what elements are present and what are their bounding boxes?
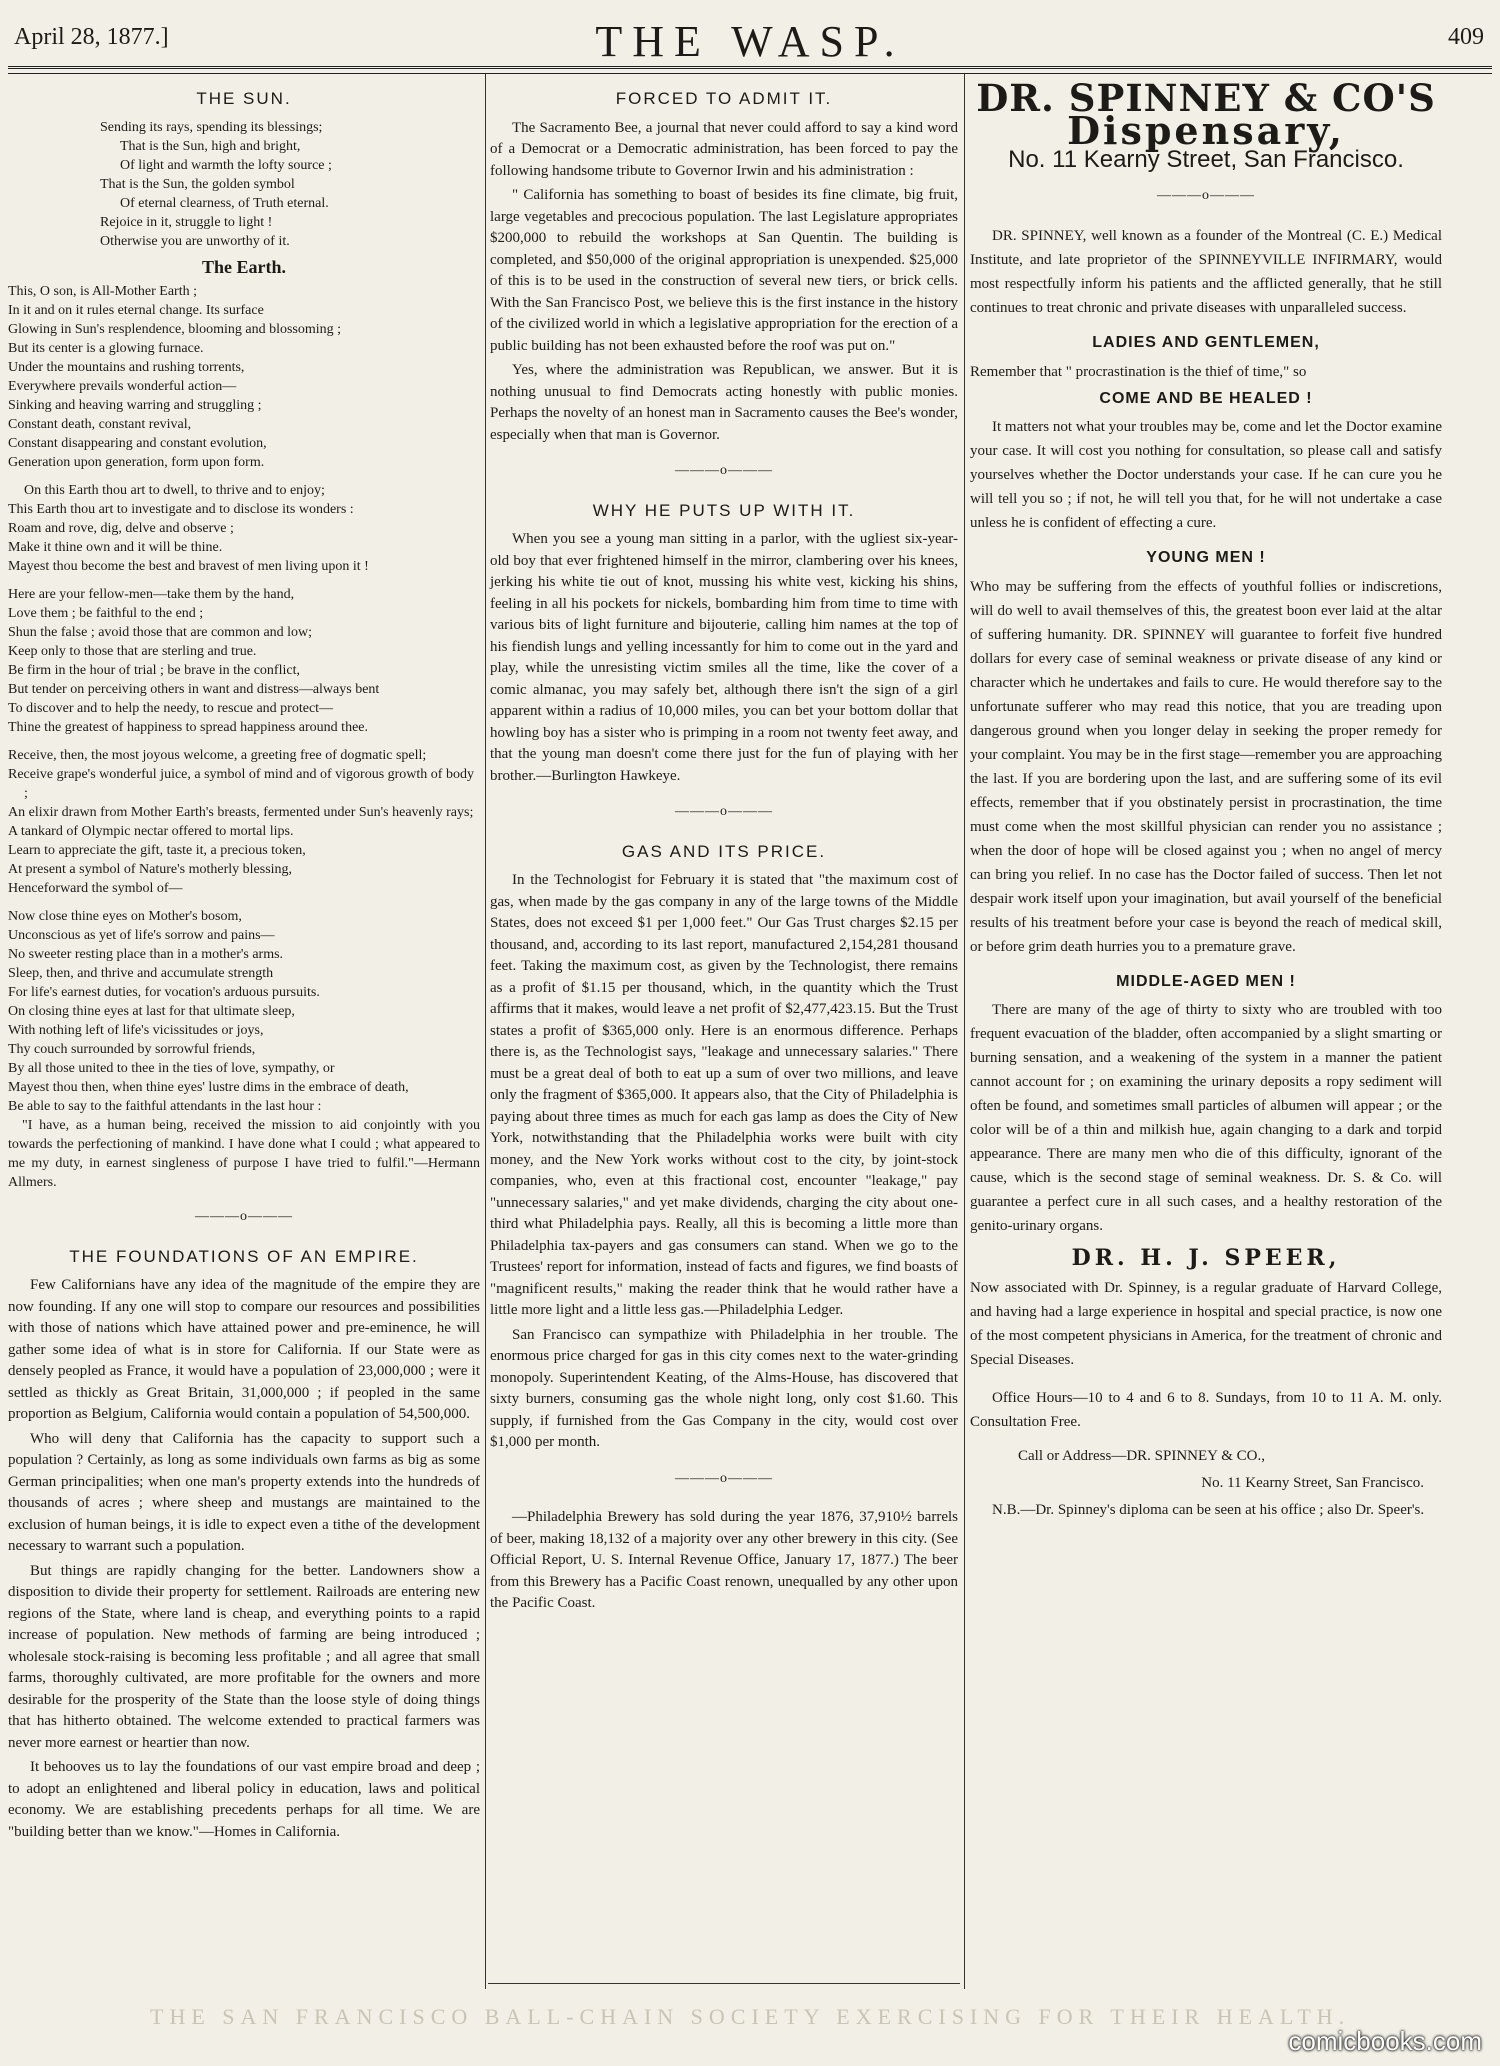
paragraph: It behooves us to lay the foundations of our vast empire broad and deep ; to adopt an enlightened and liberal policy in education, laws and political economy. We are establishing precedents perhaps for all time. We are "building better than we know."—Homes in California. [8, 1759, 480, 1840]
ad-heading-ladies: LADIES AND GENTLEMEN, [1092, 334, 1320, 351]
brewery-notice: —Philadelphia Brewery has sold during the year 1876, 37,910½ barrels of beer, making 18,132 of a majority over any other brewery in this city. (See Official Report, U. S. Internal Revenue Office, January 17, 1877.) The beer from this Brewery has a Pacific Coast renown, unequalled by any other upon the Pacific Coast. [490, 1509, 958, 1611]
poem-line: Under the mountains and rushing torrents, [8, 360, 245, 375]
separator: ———o——— [1157, 187, 1255, 203]
ad-heading-speer: DR. H. J. SPEER, [1071, 1245, 1341, 1271]
masthead-rule [8, 66, 1492, 74]
ad-subheadline: Dispensary, [1067, 107, 1345, 153]
ad-heading-come: COME AND BE HEALED ! [1099, 389, 1313, 407]
poem-line: An elixir drawn from Mother Earth's breasts, fermented under Sun's heavenly rays; [8, 805, 474, 820]
article-title-empire: THE FOUNDATIONS OF AN EMPIRE. [69, 1246, 419, 1266]
ad-heading-young: YOUNG MEN ! [1146, 549, 1266, 566]
paragraph: But things are rapidly changing for the better. Landowners show a disposition to divide their property for settlement. Railroads are entering new regions of the State, where land is cheap, and everything points to a rapid increase of population. New methods of farming are being introduced ; wholesale stock-raising is becoming less profitable ; and all agree that small farms, thoroughly cultivated, are more profitable for the owners and more desirable for the prosperity of the State than the loose style of doing things that has hitherto obtained. The welcome extended to practical farmers was never more earnest or heartier than now. [8, 1562, 480, 1751]
separator: ———o——— [675, 1470, 773, 1486]
poem-line: Now close thine eyes on Mother's bosom, [8, 909, 242, 924]
poem-line: That is the Sun, high and bright, [120, 138, 301, 154]
poem-line: Generation upon generation, form upon form. [8, 455, 265, 470]
poem-line: Rejoice in it, struggle to light ! [100, 214, 273, 230]
poem-line: Glowing in Sun's resplendence, blooming and blossoming ; [8, 322, 342, 337]
ad-intro: DR. SPINNEY, well known as a founder of the Montreal (C. E.) Medical Institute, and late proprietor of the SPINNEYVILLE INFIRMARY, would most respectfully inform his patients and the afflicted generally, that he still continues to treat chronic and private diseases with unparalleled success. [970, 228, 1442, 316]
poem-line: By all those united to thee in the ties of love, sympathy, or [8, 1061, 335, 1076]
poem-line: Receive, then, the most joyous welcome, a greeting free of dogmatic spell; [8, 748, 427, 763]
stanza [8, 746, 480, 898]
ad-heading-middle: MIDDLE-AGED MEN ! [1116, 972, 1296, 990]
poem-earth [8, 282, 480, 1192]
section-title-earth: The Earth. [201, 256, 286, 277]
paragraph: In the Technologist for February it is stated that "the maximum cost of gas, when made by the gas company in any of the large towns of the Middle States, does not exceed $1 per 1,000 feet." Our Gas Trust charges $2.15 per thousand, and, according to its last report, manufactured 2,154,281 thousand feet. Taking the maximum cost, as given by the Technologist, there remains as a profit of $1.15 per thousand, which, in the quantity which the Trust affirms that it makes, would leave a net profit of $2,477,423.15. But the Trust states a profit of $365,000 only. Here is an enormous difference. Perhaps there is, as the Technologist says, "leakage and unnecessary salaries." There must be a great deal of both to eat up a sum of over two millions, and leave only the fragment of $365,000. It appears also, that the City of Philadelphia is paying about three times as much for each gas lamp as does the City of New York, notwithstanding that the Philadelphia works were built with city money, and the New York works without cost to the city, by joint-stock companies, who, even at this fractional cost, encounter "leakage," pay "unnecessary salaries," and yet make dividends, charging the city about one-third what Philadelphia pays. Really, all this is becoming a little more than Philadelphia tax-payers and gas consumers can stand. When we go to the Trustees' report for information, instead of facts and figures, we find boasts of "magnificent results," making the reader think that he would rather have a little more light and a little less gas.—Philadelphia Ledger. [490, 872, 958, 1318]
paragraph: Who will deny that California has the capacity to support such a population ? Certainly, as long as some individuals own farms as big as some German principalities; when one man's property extends into the hundreds of thousands of acres ; where sheep and mustangs are maintained to the exclusion of human beings, it is idle to expect even a tithe of the development necessary to warrant such a population. [8, 1430, 480, 1554]
stanza [8, 585, 480, 737]
poem-line: That is the Sun, the golden symbol [100, 176, 295, 192]
poem-line: To discover and to help the needy, to rescue and protect— [8, 701, 334, 716]
poem-line: Thy couch surrounded by sorrowful friends, [8, 1042, 256, 1057]
poem-line: Of light and warmth the lofty source ; [120, 157, 332, 173]
poem-line: At present a symbol of Nature's motherly blessing, [8, 862, 293, 877]
article-title-forced: FORCED TO ADMIT IT. [615, 89, 833, 108]
poem-line: Constant death, constant revival, [8, 417, 192, 432]
column-divider [485, 74, 486, 1989]
column-2 [490, 82, 958, 1987]
poem-line: Be firm in the hour of trial ; be brave in the conflict, [8, 663, 300, 678]
ad-call-address: No. 11 Kearny Street, San Francisco. [1201, 1474, 1424, 1491]
poem-line: In it and on it rules eternal change. Its surface [8, 303, 264, 318]
poem-line: Otherwise you are unworthy of it. [100, 233, 290, 249]
ad-remember: Remember that " procrastination is the thief of time," so [970, 363, 1307, 380]
poem-line: Henceforward the symbol of— [8, 881, 183, 896]
poem-line: Keep only to those that are sterling and true. [8, 644, 257, 659]
poem-line: Here are your fellow-men—take them by the hand, [8, 587, 295, 602]
paragraph: San Francisco can sympathize with Philadelphia in her trouble. The enormous price charged for gas in this city comes next to the water-grinding monopoly. Superintendent Keating, of the Alms-House, has discovered that sixty burners, consuming gas the whole night long, only cost $1.60. This supply, if furnished from the Gas Company in the city, would cost over $1,000 per month. [490, 1326, 958, 1450]
poem-line: Mayest thou become the best and bravest of men living upon it ! [8, 559, 369, 574]
column-end-rule [488, 1983, 960, 1984]
ad-hours: Office Hours—10 to 4 and 6 to 8. Sundays, from 10 to 11 A. M. only. Consultation Free. [970, 1389, 1442, 1430]
stanza [8, 481, 480, 576]
poem-line: Unconscious as yet of life's sorrow and pains— [8, 928, 275, 943]
stanza [8, 907, 480, 1116]
column-3-advertisement [970, 76, 1442, 1987]
poem-sun [8, 118, 480, 251]
issue-date: April 28, 1877.] [14, 24, 169, 50]
paper-title: THE WASP. [595, 17, 905, 66]
ad-address: No. 11 Kearny Street, San Francisco. [1008, 146, 1404, 173]
poem-line: With nothing left of life's vicissitudes or joys, [8, 1023, 264, 1038]
column-1 [8, 82, 480, 1987]
stanza [8, 282, 480, 472]
poem-line: Constant disappearing and constant evolution, [8, 436, 267, 451]
watermark: comicbooks.com [1288, 2026, 1482, 2056]
poem-line: But its center is a glowing furnace. [8, 341, 204, 356]
poem-line: Thine the greatest of happiness to spread happiness around thee. [8, 720, 369, 735]
paragraph: " California has something to boast of besides its fine climate, big fruit, large vegetables and precocious population. The last Legislature appropriates $200,000 to rebuild the workshops at San Quentin. The building is completed, and $50,000 of the original appropriation is unexpended. $25,000 of this is to be used in the construction of several new tiers, or brick cells. With the San Francisco Post, we believe this is the first instance in the history of the civilized world in which a legislative appropriation for the erection of a public building has not been exhausted before the roof was put on." [490, 187, 958, 354]
ad-paragraph: It matters not what your troubles may be, come and let the Doctor examine your case. It will cost you nothing for consultation, so please call and satisfy yourselves whether the Doctor understands your case. If he can cure you he will tell you so ; if not, he will tell you that, for he will not undertake a case unless he is confident of effecting a cure. [970, 419, 1442, 531]
poem-line: Sending its rays, spending its blessings; [100, 119, 323, 135]
ad-paragraph: Who may be suffering from the effects of youthful follies or indiscretions, will do well to avail themselves of this, the greatest boon ever laid at the altar of suffering humanity. DR. SPINNEY will guarantee to forfeit five hundred dollars for every case of seminal weakness or private disease of any kind or character which he undertakes and fails to cure. He would therefore say to the unfortunate sufferer who may read this notice, that you are treading upon dangerous ground when you longer delay in seeking the proper remedy for your complaint. You may be in the first stage—remember you are approaching the last. If you are bordering upon the last, and are suffering some of its evil effects, remember that if you obstinately persist in procrastination, the time must come when the most skillful physician can render you no assistance ; when the door of hope will be closed against you ; when no angel of mercy can bring you relief. In no case has the Doctor failed of success. Then let not despair work itself upon your imagination, but avail yourself of the beneficial results of his treatment before your case is beyond the reach of medical skill, or before grim death hurries you to a premature grave. [970, 578, 1442, 955]
ad-nb: N.B.—Dr. Spinney's diploma can be seen at his office ; also Dr. Speer's. [992, 1501, 1425, 1518]
poem-line: Love them ; be faithful to the end ; [8, 606, 204, 621]
poem-line: This, O son, is All-Mother Earth ; [8, 284, 197, 299]
paragraph: When you see a young man sitting in a parlor, with the ugliest six-year-old boy that ever frightened himself in the mirror, clambering over his knees, jerking his white tie out of knot, mussing his white vest, kicking his shins, feeling in all his pockets for nickels, bombarding him from time to time with various bits of light furniture and bijouterie, calling him names at the top of his fiendish lungs and yelling incessantly for him to come out in the yard and play, while the unresisting victim smiles all the time, like the cover of a comic almanac, you may safely bet, although there isn't the sign of a girl apparent within a radius of 10,000 miles, you can bet your bottom dollar that howling boy has a sister who is primping in a room not twenty feet away, and that the young man doesn't come there just for the fun of playing with her brother.—Burlington Hawkeye. [490, 531, 958, 784]
poem-line: Of eternal clearness, of Truth eternal. [120, 195, 329, 211]
paragraph: Yes, where the administration was Republican, we answer. But it is nothing unusual to find Democrats acting honestly with public monies. Perhaps the novelty of an honest man in Sacramento causes the Bee's wonder, especially when that man is Governor. [490, 362, 958, 443]
column-divider [964, 74, 965, 1989]
poem-line: A tankard of Olympic nectar offered to mortal lips. [8, 824, 294, 839]
masthead [10, 16, 1490, 66]
page-number: 409 [1448, 24, 1484, 50]
poem-line: But tender on perceiving others in want and distress—always bent [8, 682, 380, 697]
ad-call: Call or Address—DR. SPINNEY & CO., [1018, 1447, 1265, 1464]
poem-line: This Earth thou art to investigate and to disclose its wonders : [8, 502, 354, 517]
poem-line: Everywhere prevails wonderful action— [8, 379, 237, 394]
poem-line: On this Earth thou art to dwell, to thrive and to enjoy; [24, 483, 325, 498]
poem-line: Make it thine own and it will be thine. [8, 540, 223, 555]
bleedthrough-caption: THE SAN FRANCISCO BALL-CHAIN SOCIETY EXERCISING FOR THEIR HEALTH. [150, 2004, 1351, 2029]
poem-line: On closing thine eyes at last for that ultimate sleep, [8, 1004, 295, 1019]
poem-line: Receive grape's wonderful juice, a symbol of mind and of vigorous growth of body ; [8, 767, 474, 801]
poem-line: No sweeter resting place than in a mother's arms. [8, 947, 284, 962]
article-title-gas: GAS AND ITS PRICE. [621, 841, 827, 861]
poem-line: Sinking and heaving warring and struggling ; [8, 398, 262, 413]
poem-line: Roam and rove, dig, delve and observe ; [8, 521, 234, 536]
poem-line: For life's earnest duties, for vocation's arduous pursuits. [8, 985, 320, 1000]
ad-headline: DR. SPINNEY & CO'S [976, 76, 1436, 120]
poem-quote: "I have, as a human being, received the mission to aid conjointly with you towards the perfectioning of mankind. I have done what I could ; what appeared to me my duty, in earnest singleness of purpose I have tried to fulfil."—Hermann Allmers. [8, 1118, 480, 1190]
article-title-sun: THE SUN. [196, 89, 292, 108]
paragraph: The Sacramento Bee, a journal that never could afford to say a kind word of a Democrat or a Democratic administration, has been forced to pay the following handsome tribute to Governor Irwin and his administration : [490, 119, 958, 179]
poem-line: Mayest thou then, when thine eyes' lustre dims in the embrace of death, [8, 1080, 409, 1095]
separator: ———o——— [675, 804, 773, 819]
poem-line: Learn to appreciate the gift, taste it, a precious token, [8, 843, 306, 858]
poem-line: Be able to say to the faithful attendants in the last hour : [8, 1099, 322, 1114]
article-title-puts: WHY HE PUTS UP WITH IT. [592, 500, 856, 520]
poem-line: Sleep, then, and thrive and accumulate strength [8, 966, 274, 981]
paragraph: Few Californians have any idea of the magnitude of the empire they are now founding. If any one will stop to compare our resources and possibilities with those of nations which have attained power and pre-eminence, he will gather some idea of what is in store for California. If our State were as densely peopled as France, it would have a population of 23,000,000 ; were it settled as thickly as Great Britain, 31,000,000 ; if peopled in the same proportion as Belgium, California would contain a population of 54,500,000. [8, 1277, 480, 1422]
ad-paragraph: Now associated with Dr. Spinney, is a regular graduate of Harvard College, and having had a large experience in hospital and special practice, is now one of the most competent physicians in America, for the treatment of chronic and Special Diseases. [970, 1279, 1442, 1368]
separator: ———o——— [195, 1209, 293, 1224]
poem-line: Shun the false ; avoid those that are common and low; [8, 625, 313, 640]
separator: ———o——— [675, 463, 773, 478]
ad-paragraph: There are many of the age of thirty to sixty who are troubled with too frequent evacuation of the bladder, often accompanied by a slight smarting or burning sensation, and a weakening of the system in a manner the patient cannot account for ; on examining the urinary deposits a ropy sediment will often be found, and sometimes small particles of albumen will appear ; or the color will be of a thin and milkish hue, again changing to a dark and torpid appearance. There are many men who die of this difficulty, ignorant of the cause, which is the second stage of seminal weakness. Dr. S. & Co. will guarantee a perfect cure in all such cases, and a healthy restoration of the genito-urinary organs. [970, 1002, 1442, 1234]
